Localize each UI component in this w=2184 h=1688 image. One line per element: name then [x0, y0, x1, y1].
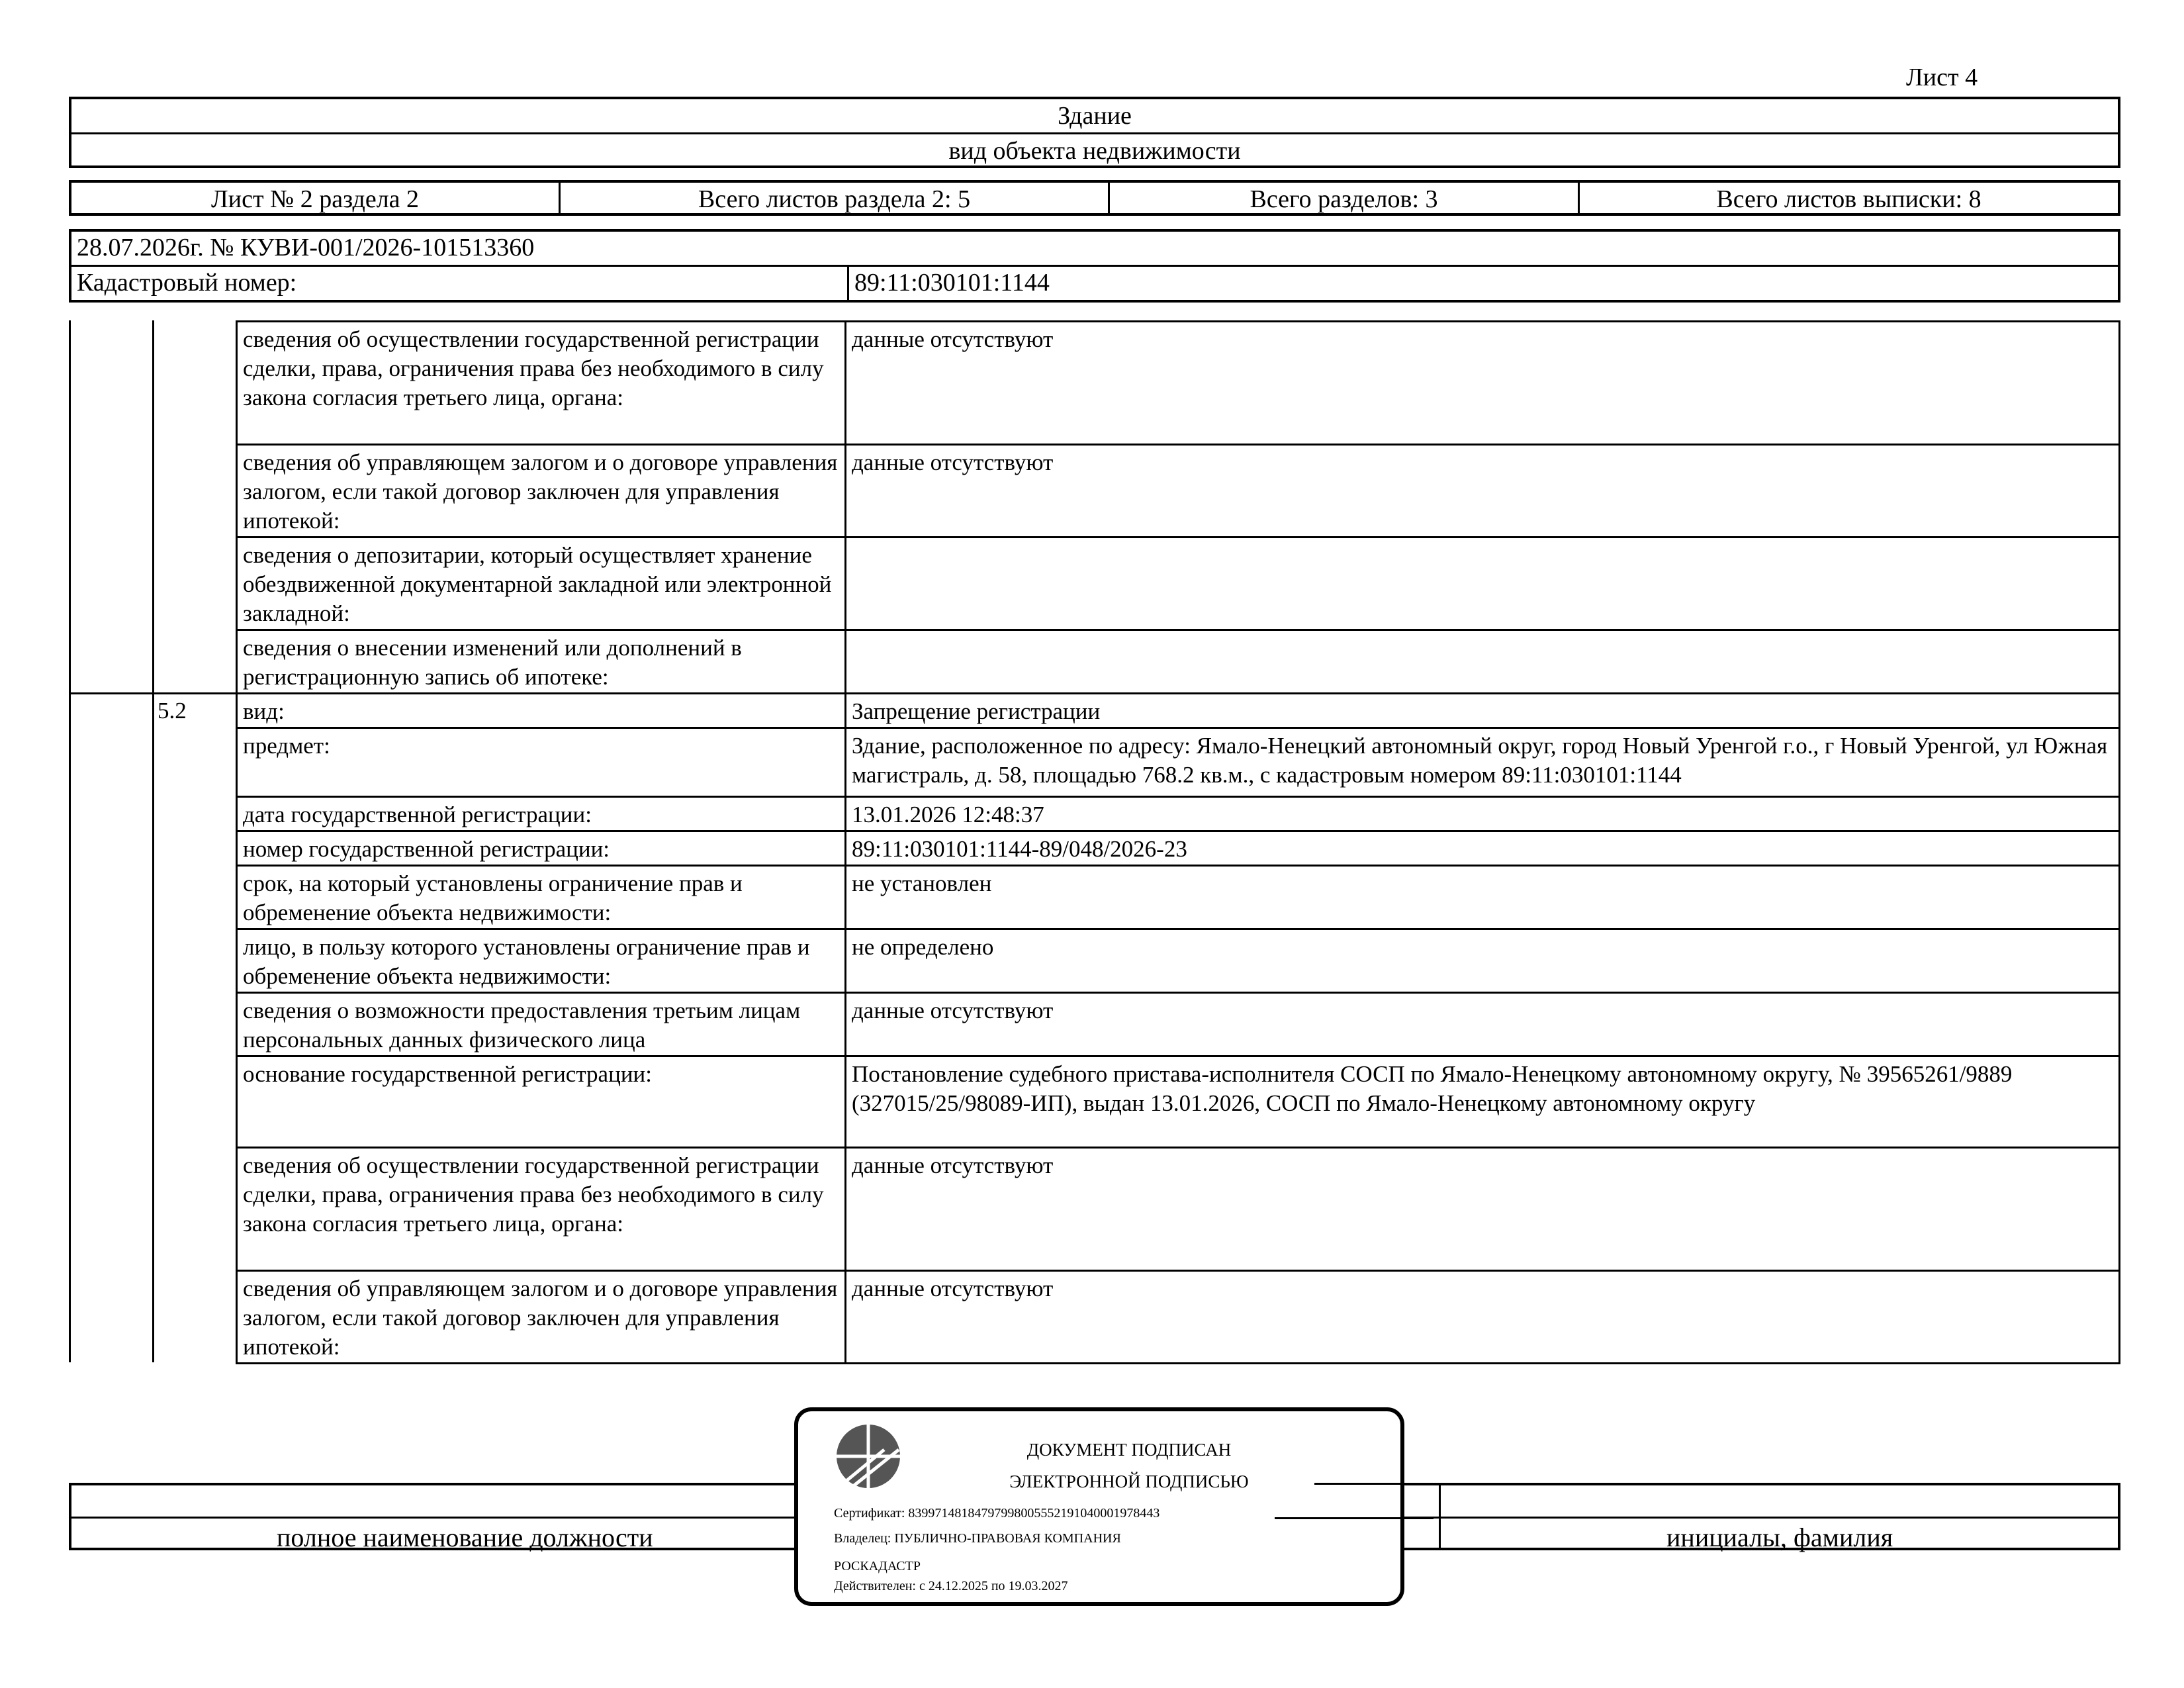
row-number	[152, 830, 236, 865]
table-row	[69, 629, 2120, 692]
table-row	[69, 1055, 2120, 1147]
row-value: Запрещение регистрации	[844, 692, 2120, 727]
row-spacer	[69, 796, 152, 830]
row-spacer	[69, 320, 152, 444]
row-number	[152, 796, 236, 830]
row-number	[152, 320, 236, 444]
row-label: основание государственной регистрации:	[236, 1055, 844, 1147]
row-spacer	[69, 1270, 152, 1362]
row-spacer	[69, 992, 152, 1055]
roskadastr-logo-icon	[835, 1423, 901, 1489]
stamp-validity: Действителен: с 24.12.2025 по 19.03.2027	[834, 1579, 1068, 1593]
cadastral-label: Кадастровый номер:	[77, 269, 297, 297]
row-value: Здание, расположенное по адресу: Ямало-Ненецкий автономный округ, город Новый Уренгой г.о., г Новый Уренгой, ул Южная магистраль, д. 58, площадью 768.2 кв.м., с кадастровым номером 89:11:030101:1144	[844, 727, 2120, 796]
cadastral-number: 89:11:030101:1144	[847, 267, 2118, 300]
row-label: сведения о внесении изменений или дополнений в регистрационную запись об ипотеке:	[236, 629, 844, 692]
row-number	[152, 536, 236, 629]
row-spacer	[69, 629, 152, 692]
row-number	[152, 629, 236, 692]
row-number	[152, 1270, 236, 1362]
cadastral-block	[69, 229, 2120, 303]
sheet-of-section: Лист № 2 раздела 2	[210, 185, 420, 213]
row-spacer	[69, 1147, 152, 1270]
sheet-label: Лист 4	[1906, 64, 1978, 91]
row-label: сведения о депозитарии, который осуществляет хранение обездвиженной документарной закладной или электронной закладной:	[236, 536, 844, 629]
row-spacer	[69, 1055, 152, 1147]
table-row	[69, 536, 2120, 629]
table-row	[69, 444, 2120, 536]
table-row	[69, 796, 2120, 830]
row-spacer	[69, 536, 152, 629]
row-value: данные отсутствуют	[844, 992, 2120, 1055]
row-number	[152, 865, 236, 928]
row-value: не определено	[844, 928, 2120, 992]
total-sheets-section: Всего листов раздела 2: 5	[559, 183, 1108, 213]
table-row	[69, 320, 2120, 444]
row-value: не установлен	[844, 865, 2120, 928]
row-number	[152, 1147, 236, 1270]
row-value: данные отсутствуют	[844, 444, 2120, 536]
row-value: данные отсутствуют	[844, 1147, 2120, 1270]
row-label: сведения об осуществлении государственной регистрации сделки, права, ограничения права без необходимого в силу закона согласия третьего лица, органа:	[236, 320, 844, 444]
document-reference: 28.07.2026г. № КУВИ-001/2026-101513360	[77, 234, 535, 261]
sheet-counters	[69, 180, 2120, 216]
row-label: срок, на который установлены ограничение прав и обременение объекта недвижимости:	[236, 865, 844, 928]
row-spacer	[69, 692, 152, 727]
row-value: 89:11:030101:1144-89/048/2026-23	[844, 830, 2120, 865]
table-row	[69, 1147, 2120, 1270]
row-spacer	[69, 928, 152, 992]
row-spacer	[69, 865, 152, 928]
row-number	[152, 727, 236, 796]
stamp-owner: Владелец: ПУБЛИЧНО-ПРАВОВАЯ КОМПАНИЯ	[834, 1531, 1121, 1546]
row-spacer	[69, 727, 152, 796]
encumbrance-table	[69, 320, 2120, 1399]
row-value	[844, 536, 2120, 629]
name-caption: инициалы, фамилия	[1666, 1523, 1893, 1552]
stamp-certificate: Сертификат: 8399714818479799800555219104000197844З	[834, 1506, 1160, 1521]
row-value: 13.01.2026 12:48:37	[844, 796, 2120, 830]
row-number	[152, 928, 236, 992]
row-label: сведения об управляющем залогом и о договоре управления залогом, если такой договор заключен для управления ипотекой:	[236, 444, 844, 536]
row-spacer	[69, 444, 152, 536]
object-type-header	[69, 97, 2120, 168]
stamp-owner-org: РОСКАДАСТР	[834, 1559, 921, 1573]
row-label: предмет:	[236, 727, 844, 796]
row-number	[152, 992, 236, 1055]
row-number	[152, 1055, 236, 1147]
row-spacer	[69, 830, 152, 865]
table-row	[69, 865, 2120, 928]
row-label: лицо, в пользу которого установлены ограничение прав и обременение объекта недвижимости:	[236, 928, 844, 992]
row-value: данные отсутствуют	[844, 320, 2120, 444]
table-row	[69, 1270, 2120, 1362]
row-value	[844, 629, 2120, 692]
row-label: сведения о возможности предоставления третьим лицам персональных данных физического лица	[236, 992, 844, 1055]
row-label: сведения об управляющем залогом и о договоре управления залогом, если такой договор заключен для управления ипотекой:	[236, 1270, 844, 1362]
row-label: дата государственной регистрации:	[236, 796, 844, 830]
table-row	[69, 692, 2120, 727]
total-sections: Всего разделов: 3	[1108, 183, 1578, 213]
electronic-signature-stamp	[794, 1407, 1404, 1606]
table-left-border	[69, 320, 71, 1362]
table-row	[69, 992, 2120, 1055]
object-type: Здание	[1058, 102, 1132, 130]
row-number: 5.2	[158, 698, 187, 724]
table-row	[69, 727, 2120, 796]
row-number	[152, 444, 236, 536]
row-label: номер государственной регистрации:	[236, 830, 844, 865]
row-label: вид:	[236, 692, 844, 727]
table-row	[69, 830, 2120, 865]
row-value: данные отсутствуют	[844, 1270, 2120, 1362]
stamp-title-line2: ЭЛЕКТРОННОЙ ПОДПИСЬЮ	[1009, 1472, 1249, 1491]
row-value: Постановление судебного пристава-исполнителя СОСП по Ямало-Ненецкому автономному округу, № 39565261/9889 (327015/25/98089-ИП), выдан 13.01.2026, СОСП по Ямало-Ненецкому автономному округу	[844, 1055, 2120, 1147]
number-column-border	[152, 320, 154, 1362]
row-label: сведения об осуществлении государственной регистрации сделки, права, ограничения права без необходимого в силу закона согласия третьего лица, органа:	[236, 1147, 844, 1270]
table-row	[69, 928, 2120, 992]
object-type-caption: вид объекта недвижимости	[71, 132, 2118, 165]
table-bottom-border	[236, 1362, 2120, 1364]
total-sheets-extract: Всего листов выписки: 8	[1578, 183, 2118, 213]
stamp-title-line1: ДОКУМЕНТ ПОДПИСАН	[1026, 1440, 1232, 1460]
position-caption: полное наименование должности	[277, 1523, 653, 1552]
